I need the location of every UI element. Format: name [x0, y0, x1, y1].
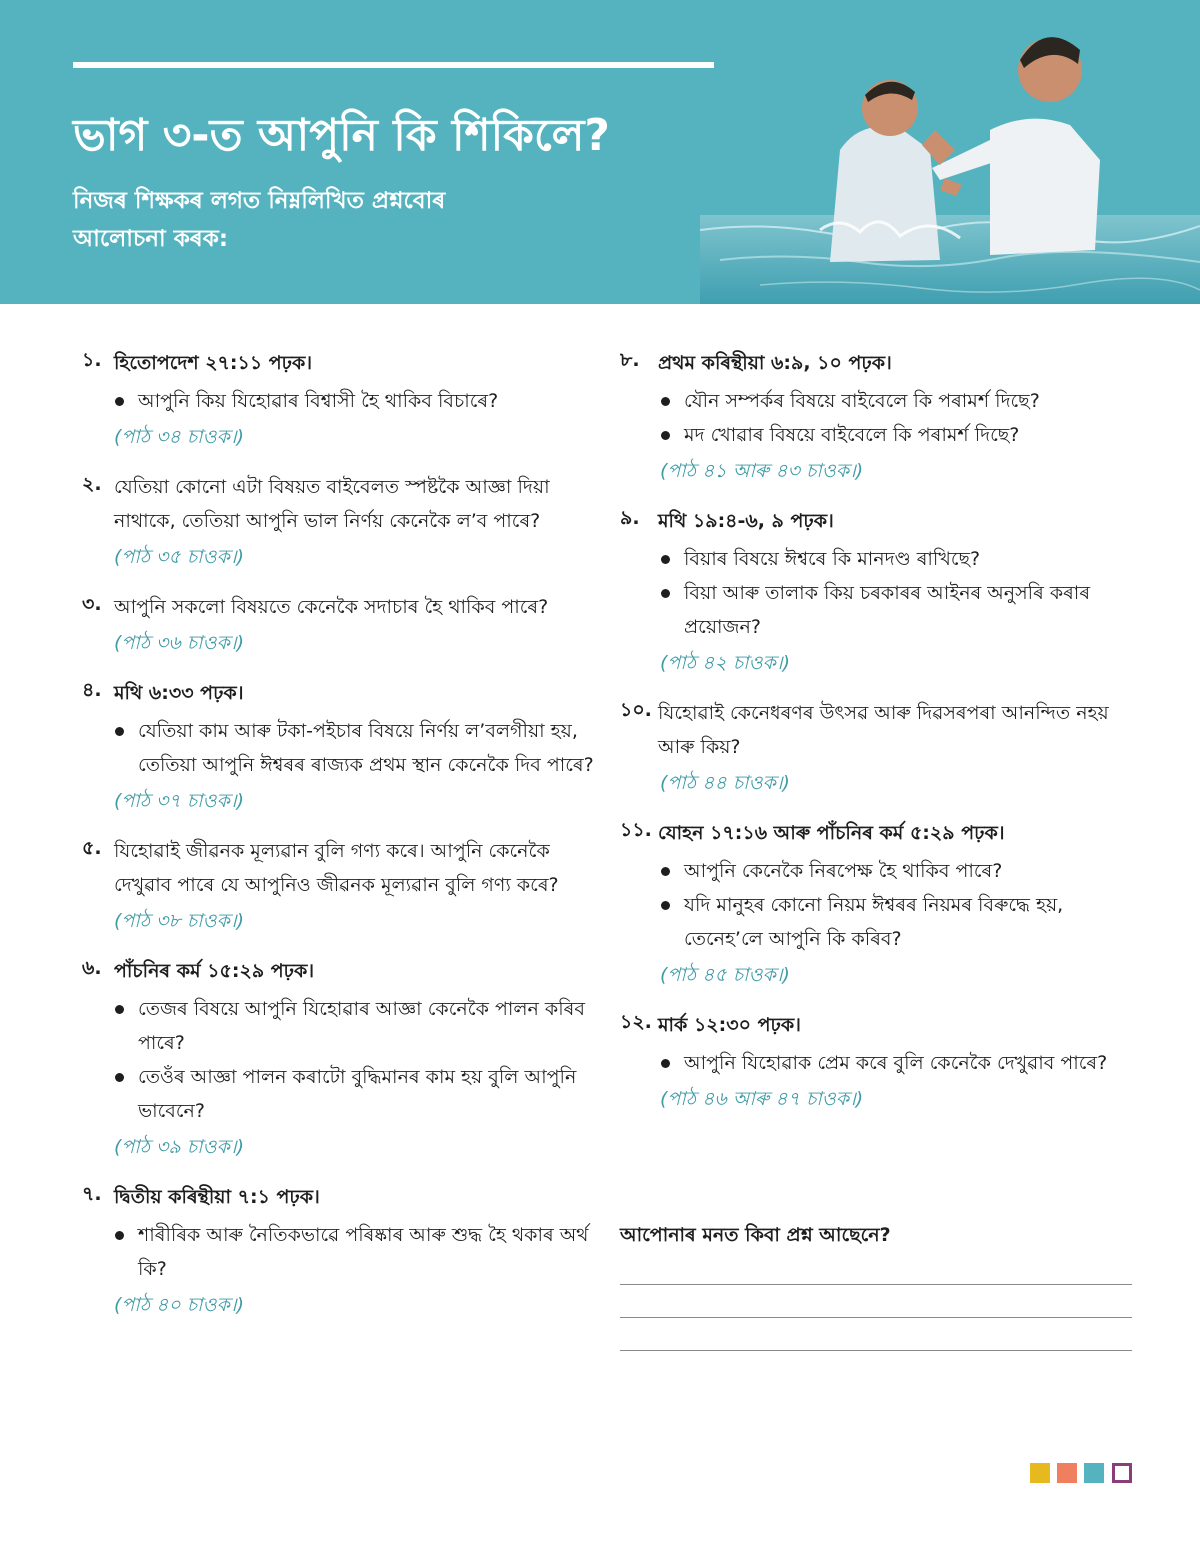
lesson-reference: (পাঠ ৪৪ চাওক।)	[660, 772, 790, 794]
question-number: ৪.	[82, 679, 102, 701]
question-number: ৭.	[82, 1183, 102, 1205]
question-item	[620, 816, 1140, 992]
bullet-text: যৌন সম্পৰ্কৰ বিষয়ে বাইবেলে কি পৰামৰ্শ দিছে?	[684, 390, 1040, 412]
question-number: ৮.	[620, 349, 640, 371]
question-item	[82, 590, 602, 660]
notes-line[interactable]	[620, 1317, 1132, 1318]
bullet-icon	[115, 1005, 124, 1014]
bullet-list	[82, 1218, 602, 1286]
question-text: আপুনি সকলো বিষয়তে কেনেকৈ সদাচাৰ হৈ থাকিব পাৰে?	[114, 596, 549, 618]
bullet-list	[620, 854, 1140, 956]
bullet-icon	[661, 901, 670, 910]
teal-square-icon	[1084, 1463, 1104, 1483]
question-text: যিহোৱাই জীৱনক মূল্যৱান বুলি গণ্য কৰে। আপুনি কেনেকৈ দেখুৱাব পাৰে যে আপুনিও জীৱনক মূল্যৱান বুলি গণ্য কৰে?	[114, 840, 559, 896]
bullet-icon	[661, 1059, 670, 1068]
notes-section	[620, 1218, 1132, 1351]
question-number: ৩.	[82, 593, 102, 615]
notes-line[interactable]	[620, 1350, 1132, 1351]
bullet-icon	[661, 867, 670, 876]
bullet-icon	[661, 431, 670, 440]
bullet-list	[620, 542, 1140, 644]
yellow-square-icon	[1030, 1463, 1050, 1483]
question-number: ৯.	[620, 507, 640, 529]
lesson-reference: (পাঠ ৪০ চাওক।)	[114, 1294, 244, 1316]
bullet-item	[684, 576, 1140, 644]
page-header	[0, 0, 1200, 304]
question-item	[82, 676, 602, 818]
bullet-item	[684, 888, 1140, 956]
bullet-list	[620, 384, 1140, 452]
header-rule	[73, 62, 714, 68]
lesson-reference: (পাঠ ৪৫ চাওক।)	[660, 964, 790, 986]
question-item	[620, 504, 1140, 680]
question-item	[82, 1180, 602, 1322]
bullet-text: যেতিয়া কাম আৰু টকা-পইচাৰ বিষয়ে নিৰ্ণয় ল’বলগীয়া হয়, তেতিয়া আপুনি ঈশ্বৰৰ ৰাজ্যক প্ৰথম স্থান কেনেকৈ দিব পাৰে?	[138, 720, 594, 776]
bullet-item	[138, 384, 602, 418]
bullet-item	[684, 854, 1140, 888]
lesson-reference: (পাঠ ৪১ আৰু ৪৩ চাওক।)	[660, 460, 864, 482]
question-item	[620, 1008, 1140, 1116]
bullet-text: বিয়াৰ বিষয়ে ঈশ্বৰে কি মানদণ্ড ৰাখিছে?	[684, 548, 981, 570]
question-number: ১০.	[620, 699, 652, 721]
bullet-text: বিয়া আৰু তালাক কিয় চৰকাৰৰ আইনৰ অনুসৰি কৰাৰ প্ৰয়োজন?	[684, 582, 1091, 638]
lesson-reference: (পাঠ ৪৬ আৰু ৪৭ চাওক।)	[660, 1088, 864, 1110]
lesson-reference: (পাঠ ৩৯ চাওক।)	[114, 1136, 244, 1158]
bullet-text: আপুনি কিয় যিহোৱাৰ বিশ্বাসী হৈ থাকিব বিচাৰে?	[138, 390, 499, 412]
lesson-reference: (পাঠ ৩৪ চাওক।)	[114, 426, 244, 448]
question-text: মথি ১৯:৪-৬, ৯ পঢ়ক।	[658, 510, 834, 532]
page-title: ভাগ ৩-ত আপুনি কি শিকিলে?	[73, 110, 610, 161]
bullet-list	[82, 714, 602, 782]
bullet-list	[620, 1046, 1140, 1080]
questions-left-column	[82, 346, 602, 1338]
notes-label: আপোনাৰ মনত কিবা প্ৰশ্ন আছেনে?	[620, 1224, 891, 1246]
question-text: যিহোৱাই কেনেধৰণৰ উৎসৱ আৰু দিৱসৰপৰা আনন্দিত নহয় আৰু কিয়?	[658, 702, 1109, 758]
bullet-item	[684, 418, 1140, 452]
bullet-icon	[115, 1231, 124, 1240]
bullet-list	[82, 384, 602, 418]
question-number: ১.	[82, 349, 102, 371]
question-item	[82, 470, 602, 574]
lesson-reference: (পাঠ ৩৭ চাওক।)	[114, 790, 245, 812]
bullet-text: আপুনি কেনেকৈ নিৰপেক্ষ হৈ থাকিব পাৰে?	[684, 860, 1003, 882]
bullet-icon	[115, 1073, 124, 1082]
bullet-item	[138, 714, 602, 782]
bullet-item	[684, 542, 1140, 576]
bullet-list	[82, 992, 602, 1128]
bullet-icon	[661, 397, 670, 406]
lesson-reference: (পাঠ ৩৮ চাওক।)	[114, 910, 244, 932]
bullet-text: তেওঁৰ আজ্ঞা পালন কৰাটো বুদ্ধিমানৰ কাম হয় বুলি আপুনি ভাবেনে?	[138, 1066, 577, 1122]
bullet-text: যদি মানুহৰ কোনো নিয়ম ঈশ্বৰৰ নিয়মৰ বিৰুদ্ধে হয়, তেনেহ’লে আপুনি কি কৰিব?	[684, 894, 1064, 950]
question-text: যেতিয়া কোনো এটা বিষয়ত বাইবেলত স্পষ্টকৈ আজ্ঞা দিয়া নাথাকে, তেতিয়া আপুনি ভাল নিৰ্ণয় কেনেকৈ ল’ব পাৰে?	[114, 476, 550, 532]
orange-square-icon	[1057, 1463, 1077, 1483]
question-text: যোহন ১৭:১৬ আৰু পাঁচনিৰ কৰ্ম ৫:২৯ পঢ়ক।	[658, 822, 1005, 844]
bullet-text: মদ খোৱাৰ বিষয়ে বাইবেলে কি পৰামৰ্শ দিছে?	[684, 424, 1020, 446]
notes-line[interactable]	[620, 1284, 1132, 1285]
question-item	[82, 834, 602, 938]
bullet-text: আপুনি যিহোৱাক প্ৰেম কৰে বুলি কেনেকৈ দেখুৱাব পাৰে?	[684, 1052, 1108, 1074]
bullet-icon	[661, 589, 670, 598]
bullet-item	[684, 1046, 1140, 1080]
question-item	[620, 696, 1140, 800]
question-text: দ্বিতীয় কৰিন্থীয়া ৭:১ পঢ়ক।	[114, 1186, 320, 1208]
bullet-item	[138, 1060, 602, 1128]
bullet-icon	[661, 555, 670, 564]
bullet-text: শাৰীৰিক আৰু নৈতিকভাৱে পৰিষ্কাৰ আৰু শুদ্ধ হৈ থকাৰ অৰ্থ কি?	[138, 1224, 589, 1280]
question-number: ১১.	[620, 819, 652, 841]
bullet-item	[138, 1218, 602, 1286]
question-text: পাঁচনিৰ কৰ্ম ১৫:২৯ পঢ়ক।	[114, 960, 315, 982]
question-number: ১২.	[620, 1011, 652, 1033]
page-subtitle: নিজৰ শিক্ষকৰ লগত নিম্নলিখিত প্ৰশ্নবোৰ আলোচনা কৰক:	[73, 188, 446, 252]
bullet-text: তেজৰ বিষয়ে আপুনি যিহোৱাৰ আজ্ঞা কেনেকৈ পালন কৰিব পাৰে?	[138, 998, 585, 1054]
questions-right-column	[620, 346, 1140, 1132]
bullet-icon	[115, 397, 124, 406]
question-number: ২.	[82, 473, 102, 495]
question-item	[82, 346, 602, 454]
lesson-reference: (পাঠ ৪২ চাওক।)	[660, 652, 790, 674]
bullet-item	[138, 992, 602, 1060]
question-text: হিতোপদেশ ২৭:১১ পঢ়ক।	[114, 352, 313, 374]
question-item	[620, 346, 1140, 488]
question-text: প্ৰথম কৰিন্থীয়া ৬:৯, ১০ পঢ়ক।	[658, 352, 892, 374]
bullet-icon	[115, 727, 124, 736]
question-item	[82, 954, 602, 1164]
question-text: মাৰ্ক ১২:৩০ পঢ়ক।	[658, 1014, 801, 1036]
question-number: ৫.	[82, 837, 102, 859]
outline-square-icon	[1112, 1463, 1132, 1483]
question-text: মথি ৬:৩৩ পঢ়ক।	[114, 682, 244, 704]
question-number: ৬.	[82, 957, 102, 979]
lesson-reference: (পাঠ ৩৬ চাওক।)	[114, 632, 245, 654]
lesson-reference: (পাঠ ৩৫ চাওক।)	[114, 546, 244, 568]
bullet-item	[684, 384, 1140, 418]
baptism-illustration-icon	[700, 0, 1200, 304]
